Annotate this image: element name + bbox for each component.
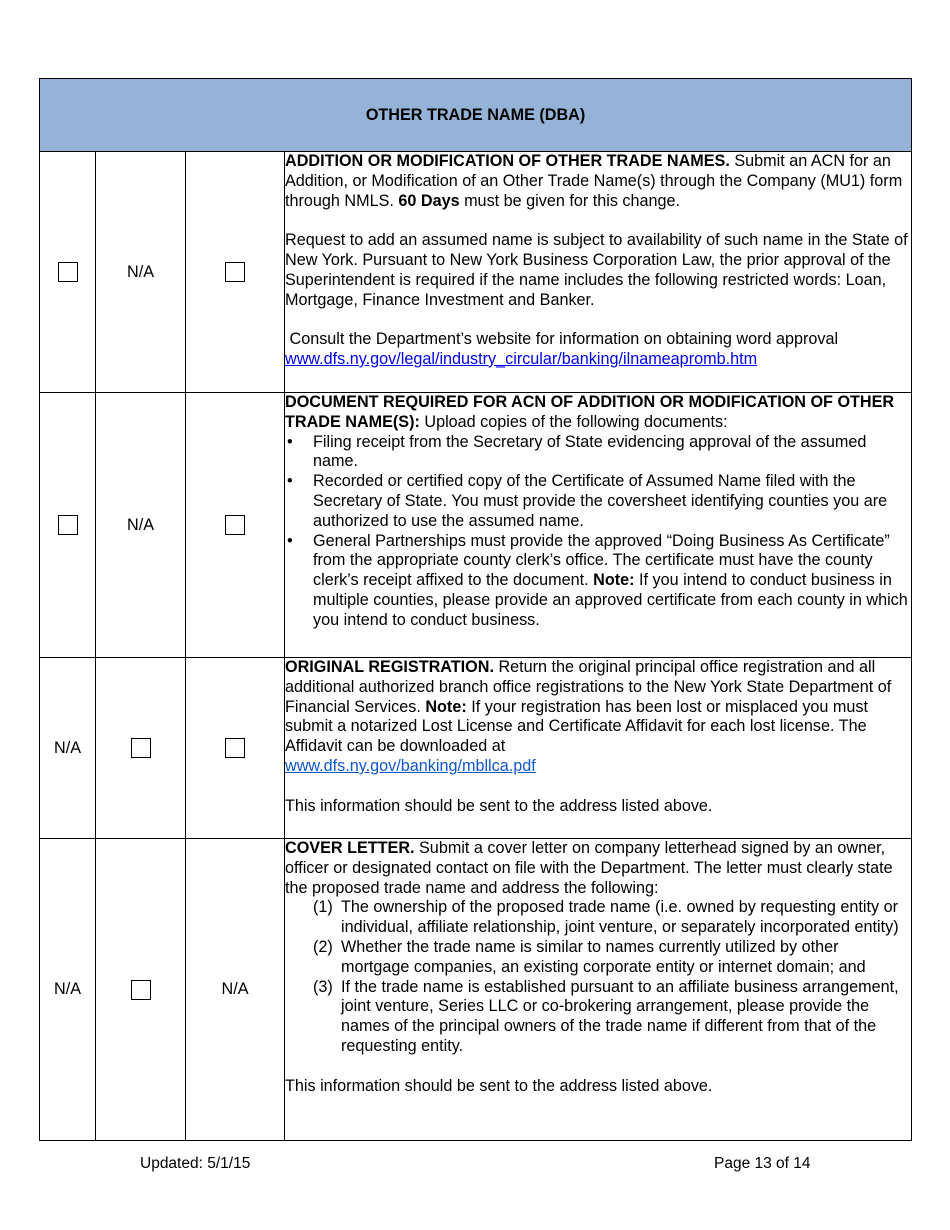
row3-col1-na: N/A xyxy=(40,658,96,839)
row1-paragraph2: Request to add an assumed name is subject to availability of such name in the State of New York. Pursuant to New York Business Corporation Law, the prior approval of the Superintendent is required if the name includes the following restricted words: Loan, Mortgage, Finance Investment and Banker. xyxy=(285,231,908,309)
row3-description: ORIGINAL REGISTRATION. Return the original principal office registration and all additional authorized branch office registrations to the New York State Department of Financial Services. Note: If your registration has been lost or misplaced you must submit a notarized Lost License and Certificate Affidavit for each lost license. The Affidavit can be downloaded at www.dfs.ny.gov/banking/mbllca.pdf This information should be sent to the address listed above. xyxy=(285,658,912,839)
section-header: OTHER TRADE NAME (DBA) xyxy=(40,79,912,152)
row1-paragraph3: Consult the Department’s website for information on obtaining word approval xyxy=(285,330,839,349)
table-row xyxy=(40,839,912,1141)
row2-col1-checkbox[interactable] xyxy=(58,515,78,535)
word-approval-link[interactable]: www.dfs.ny.gov/legal/industry_circular/banking/ilnameapromb.htm xyxy=(285,349,758,368)
list-item: (3) If the trade name is established pursuant to an affiliate business arrangement, joint venture, Series LLC or co-brokering arrangement, please provide the names of the principal owners of the trade name if different from that of the requesting entity. xyxy=(313,977,899,1055)
row4-title: COVER LETTER. xyxy=(285,839,415,857)
row2-col3-checkbox[interactable] xyxy=(225,515,245,535)
row1-title: ADDITION OR MODIFICATION OF OTHER TRADE NAMES. xyxy=(285,152,730,170)
table-row xyxy=(40,152,912,393)
affidavit-link[interactable]: www.dfs.ny.gov/banking/mbllca.pdf xyxy=(285,756,536,775)
row3-col3-checkbox[interactable] xyxy=(225,738,245,758)
row2-title: DOCUMENT REQUIRED FOR ACN OF ADDITION OR MODIFICATION OF OTHER TRADE NAME(S): xyxy=(285,393,895,431)
cover-letter-items xyxy=(285,898,911,1056)
row1-description: ADDITION OR MODIFICATION OF OTHER TRADE NAMES. Submit an ACN for an Addition, or Modification of an Other Trade Name(s) through the Company (MU1) form through NMLS. 60 Days must be given for this change. Request to add an assumed name is subject to availability of such name in the State of New York. Pursuant to New York Business Corporation Law, the prior approval of the Superintendent is required if the name includes the following restricted words: Loan, Mortgage, Finance Investment and Banker. Consult the Department’s website for information on obtaining word approval www.dfs.ny.gov/legal/industry_circular/banking/ilnameapromb.htm xyxy=(285,152,912,393)
row4-col2-checkbox[interactable] xyxy=(131,980,151,1000)
list-item: • General Partnerships must provide the approved “Doing Business As Certificate” from the appropriate county clerk’s office. The certificate must have the county clerk’s receipt affixed to the document. Note: If you intend to conduct business in multiple counties, please provide an approved certificate from each county in which you intend to conduct business. xyxy=(285,532,911,631)
row4-description: COVER LETTER. Submit a cover letter on company letterhead signed by an owner, officer or designated contact on file with the Department. The letter must clearly state the proposed trade name and address the following: (1) The ownership of the proposed trade name (i.e. owned by requesting entity or individual, affiliate relationship, joint venture, or separately incorporated entity) (2) Whether the trade name is similar to names currently utilized by other mortgage companies, an existing corporate entity or internet domain; and (3) If the trade name is established pursuant to an affiliate business arrangement, joint venture, Series LLC or co-brokering arrangement, please provide the names of the principal owners of the trade name if different from that of the requesting entity. This information should be sent to the address listed above. xyxy=(285,839,912,1141)
row4-col3-na: N/A xyxy=(186,839,285,1141)
row1-col2-na: N/A xyxy=(96,152,186,393)
footer-page-number: Page 13 of 14 xyxy=(714,1155,811,1172)
table-row xyxy=(40,393,912,658)
trade-name-table xyxy=(39,78,912,1141)
row2-col2-na: N/A xyxy=(96,393,186,658)
row3-address-note: This information should be sent to the address listed above. xyxy=(285,796,713,815)
list-item: • Recorded or certified copy of the Certificate of Assumed Name filed with the Secretary of State. You must provide the coversheet identifying counties you are authorized to use the assumed name. xyxy=(285,472,911,531)
row4-col1-na: N/A xyxy=(40,839,96,1141)
list-item: • Filing receipt from the Secretary of State evidencing approval of the assumed name. xyxy=(285,433,911,473)
list-item: (1) The ownership of the proposed trade name (i.e. owned by requesting entity or individual, affiliate relationship, joint venture, or separately incorporated entity) xyxy=(313,898,899,937)
row1-col3-checkbox[interactable] xyxy=(225,262,245,282)
row4-address-note: This information should be sent to the address listed above. xyxy=(285,1076,713,1095)
row1-col1-checkbox[interactable] xyxy=(58,262,78,282)
row2-description: DOCUMENT REQUIRED FOR ACN OF ADDITION OR MODIFICATION OF OTHER TRADE NAME(S): Upload copies of the following documents: • Filing receipt from the Secretary of State evidencing approval of the assumed name. • Recorded or certified copy of the Certificate of Assumed Name filed with the Secretary of State. You must provide the coversheet identifying counties you are authorized to use the assumed name. • General Partnerships must provide the approved “Doing Business As Certificate” from the appropriate county clerk’s office. The certificate must have the county clerk’s receipt affixed to the document. Note: If you intend to conduct business in multiple counties, please provide an approved certificate from each county in which you intend to conduct business. xyxy=(285,393,912,658)
list-item: (2) Whether the trade name is similar to names currently utilized by other mortgage companies, an existing corporate entity or internet domain; and xyxy=(313,937,866,976)
row3-title: ORIGINAL REGISTRATION. xyxy=(285,658,494,676)
table-row xyxy=(40,658,912,839)
documents-list xyxy=(285,433,911,631)
row3-col2-checkbox[interactable] xyxy=(131,738,151,758)
footer-updated: Updated: 5/1/15 xyxy=(140,1155,251,1172)
